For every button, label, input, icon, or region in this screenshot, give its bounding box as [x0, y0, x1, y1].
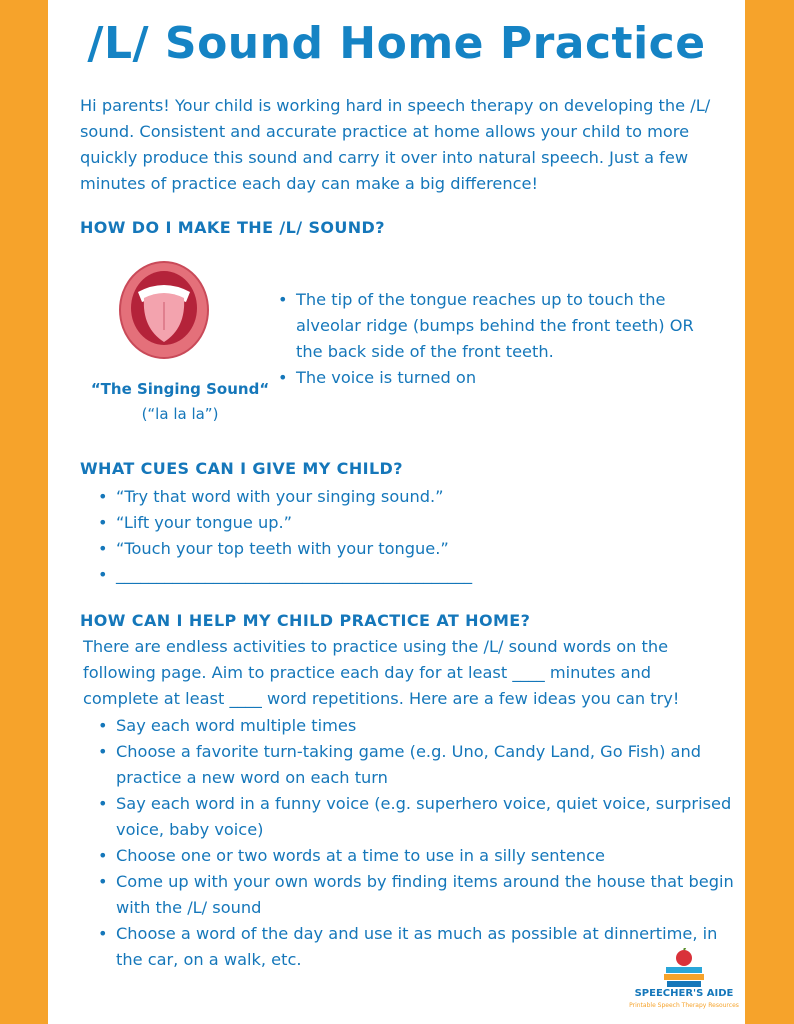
apple-books-icon: [662, 948, 706, 988]
practice-paragraph: There are endless activities to practice using the /L/ sound words on the following page. Aim to practice each day for at least ____ minutes and complete at least ____ word repetitions. Here are a few ideas you can try!: [83, 637, 680, 708]
cues-list: [96, 484, 736, 588]
intro-paragraph: Hi parents! Your child is working hard in speech therapy on developing the /L/ sound. Consistent and accurate practice at home allows your child to more quickly produce this sound and carry it over into natural speech. Just a few minutes of practice each day can make a big difference!: [80, 96, 711, 193]
list-item: • Choose a word of the day and use it as much as possible at dinnertime, in the car, on a walk, etc.: [96, 921, 736, 973]
mouth-illustration-icon: [116, 258, 212, 368]
section-heading-practice: HOW CAN I HELP MY CHILD PRACTICE AT HOME?: [80, 611, 531, 630]
logo-tagline: Printable Speech Therapy Resources: [629, 1002, 739, 1009]
list-item: • Choose one or two words at a time to use in a silly sentence: [96, 843, 736, 869]
list-item: • “Try that word with your singing sound.”: [96, 484, 736, 510]
list-item: • The voice is turned on: [276, 365, 706, 391]
list-item: • Come up with your own words by finding items around the house that begin with the /L/ sound: [96, 869, 736, 921]
how-to-list: [276, 287, 706, 391]
practice-ideas-list: [96, 713, 736, 973]
section-heading-make-sound: HOW DO I MAKE THE /L/ SOUND?: [80, 218, 385, 237]
list-item: • “Lift your tongue up.”: [96, 510, 736, 536]
worksheet-page: [48, 0, 745, 1024]
list-item: • ____________________________________________: [96, 562, 736, 588]
list-item: • “Touch your top teeth with your tongue.”: [96, 536, 736, 562]
brand-logo: [628, 948, 740, 1016]
list-item: • The tip of the tongue reaches up to touch the alveolar ridge (bumps behind the front teeth) OR the back side of the front teeth.: [276, 287, 706, 365]
caption-subtitle: (“la la la”): [141, 405, 219, 423]
section-heading-cues: WHAT CUES CAN I GIVE MY CHILD?: [80, 459, 403, 478]
list-item: • Say each word multiple times: [96, 713, 736, 739]
list-item: • Choose a favorite turn-taking game (e.g. Uno, Candy Land, Go Fish) and practice a new word on each turn: [96, 739, 736, 791]
logo-name: SPEECHER'S AIDE: [634, 988, 734, 999]
list-item: • Say each word in a funny voice (e.g. superhero voice, quiet voice, surprised voice, baby voice): [96, 791, 736, 843]
caption-title: “The Singing Sound“: [90, 380, 270, 398]
page-title: /L/ Sound Home Practice: [87, 18, 706, 69]
